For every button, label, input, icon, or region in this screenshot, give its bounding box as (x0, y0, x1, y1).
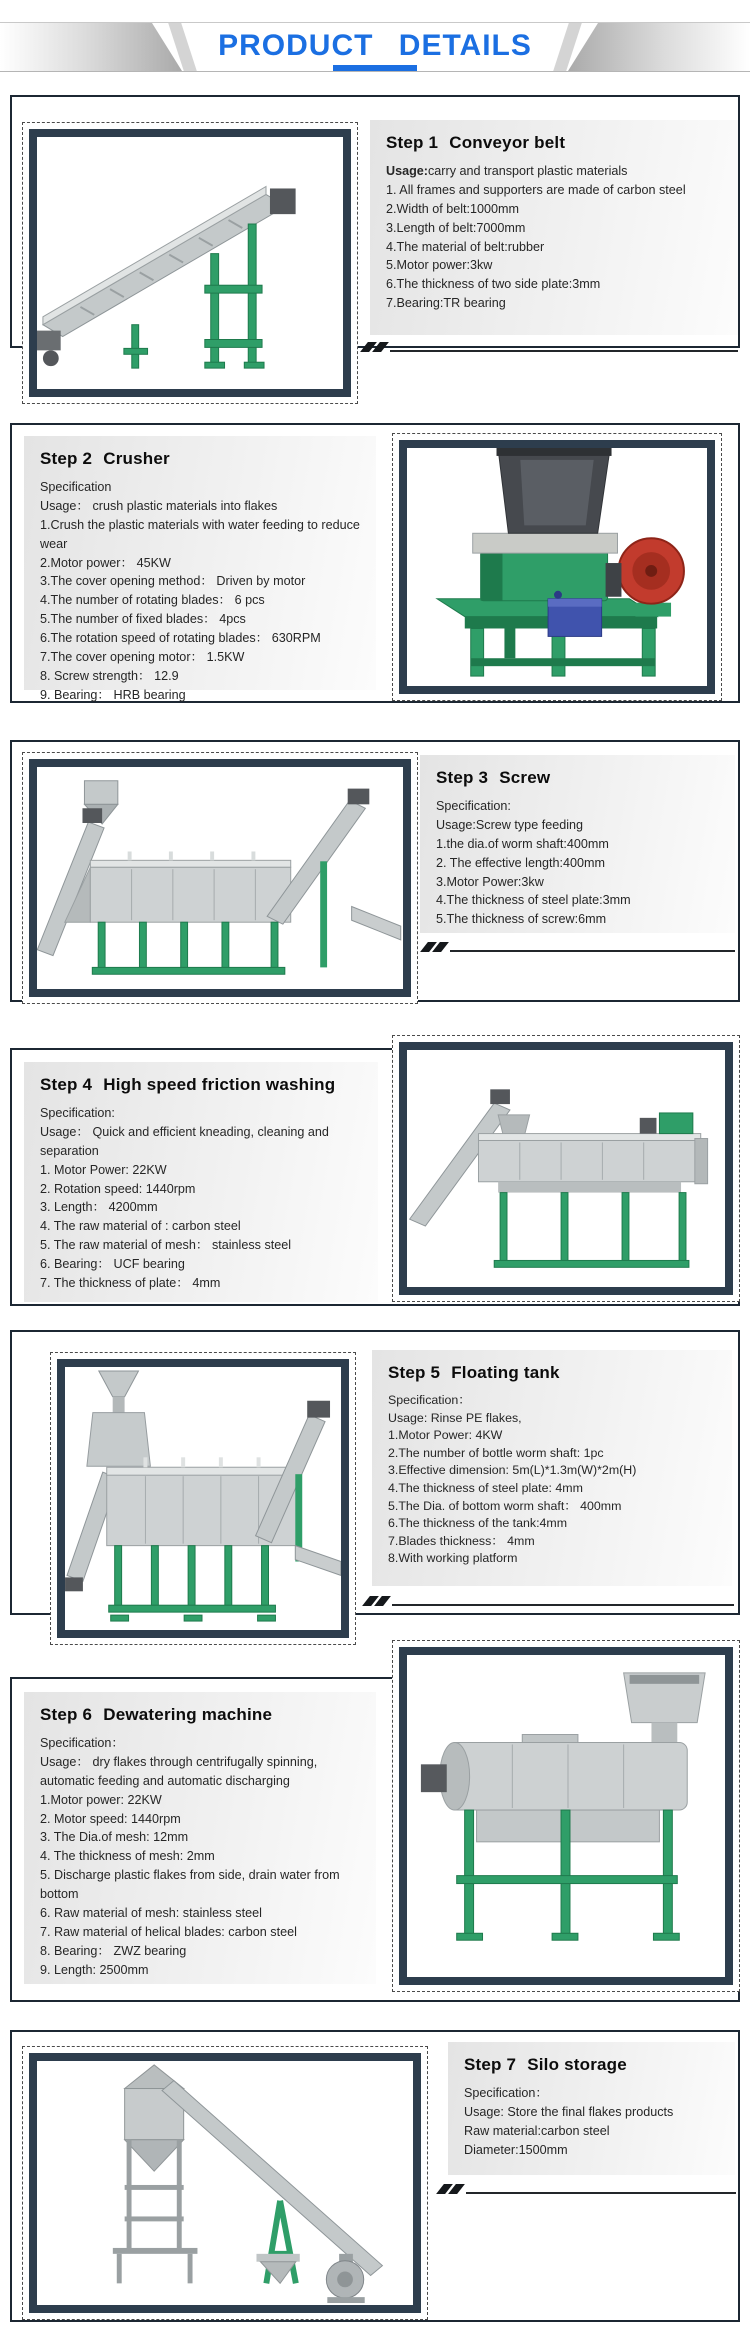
spec-line: 5.The number of fixed blades： 4pcs (40, 612, 246, 627)
step-2-name: Crusher (103, 449, 170, 468)
spec-line: 2.Motor power： 45KW (40, 555, 171, 570)
step-1-usage (386, 162, 722, 181)
spec-line: Usage： Quick and efficient kneading, cleaning and separation (40, 1124, 329, 1158)
spec-line: 2.The number of bottle worm shaft: 1pc (388, 1445, 604, 1460)
spec-line: 1. Motor Power: 22KW (40, 1162, 167, 1177)
spec-line: 8. Screw strength： 12.9 (40, 668, 179, 683)
spec-line: 3.Effective dimension: 5m(L)*1.3m(W)*2m(H) (388, 1463, 637, 1478)
slash-divider (366, 1594, 734, 1606)
spec-line: 1.the dia.of worm shaft:400mm (436, 836, 609, 851)
step-2-photo-frame (392, 433, 722, 701)
spec-line: 2.Width of belt:1000mm (386, 201, 519, 216)
spec-line: Specification: (40, 1106, 115, 1120)
step-5-photo (57, 1359, 349, 1638)
spec-line: 3.Length of belt:7000mm (386, 220, 526, 235)
step-4-title (40, 1075, 362, 1095)
step-7-photo-frame (22, 2046, 428, 2320)
step-4-spec-list (40, 1104, 362, 1293)
spec-line: 7. The thickness of plate： 4mm (40, 1276, 221, 1291)
spec-line: Usage: Rinse PE flakes, (388, 1410, 522, 1425)
screw-feeder-image (37, 767, 403, 989)
spec-line: 6. Bearing： UCF bearing (40, 1257, 185, 1272)
step-7-text-panel (448, 2042, 735, 2175)
spec-line: 1.Motor power: 22KW (40, 1792, 162, 1807)
spec-line: Specification： (464, 2086, 548, 2100)
step-2-title (40, 449, 360, 469)
spec-line: 2. Rotation speed: 1440rpm (40, 1181, 196, 1196)
dewatering-machine-image (407, 1655, 725, 1977)
step-3-photo-frame (22, 752, 418, 1004)
step-7-name: Silo storage (527, 2055, 627, 2074)
step-5-spec-list (388, 1392, 716, 1568)
step-7-title (464, 2055, 719, 2075)
step-5-title (388, 1363, 716, 1383)
header-band (0, 22, 750, 72)
spec-line: Usage: Store the final flakes products (464, 2104, 674, 2119)
step-6-spec-list (40, 1734, 360, 1980)
slash-divider (424, 940, 735, 952)
step-2-spec-list (40, 478, 360, 705)
step-4-name: High speed friction washing (103, 1075, 336, 1094)
spec-line: 1.Crush the plastic materials with water feeding to reduce wear (40, 517, 360, 551)
slash-divider (440, 2182, 736, 2194)
spec-line: Specification： (388, 1393, 471, 1407)
usage-label: Usage: (386, 164, 428, 178)
spec-line: Diameter:1500mm (464, 2142, 568, 2157)
step-7-photo (29, 2053, 421, 2313)
step-2-number: Step 2 (40, 449, 93, 468)
step-6-title (40, 1705, 360, 1725)
step-1-spec-list (386, 181, 722, 313)
step-5-text-panel (372, 1350, 732, 1586)
page-title: PRODUCT DETAILS (218, 29, 532, 62)
step-1-photo-frame (22, 122, 358, 404)
spec-line: 6.The thickness of the tank:4mm (388, 1516, 568, 1531)
step-5-number: Step 5 (388, 1363, 441, 1382)
spec-line: Usage： dry flakes through centrifugally spinning, automatic feeding and automatic discharging (40, 1754, 318, 1788)
spec-line: 6.The thickness of two side plate:3mm (386, 277, 601, 292)
spec-line: Usage： crush plastic materials into flakes (40, 498, 278, 513)
spec-line: 7. Raw material of helical blades: carbon steel (40, 1924, 297, 1939)
step-1-title (386, 133, 722, 153)
friction-washer-image (407, 1050, 725, 1287)
conveyor-belt-image (37, 137, 343, 389)
step-4-photo-frame (392, 1035, 740, 1302)
step-4-text-panel (24, 1062, 378, 1302)
step-4-number: Step 4 (40, 1075, 93, 1094)
step-2-photo (399, 440, 715, 694)
crusher-image (407, 448, 707, 686)
spec-line: 4. The thickness of mesh: 2mm (40, 1849, 215, 1864)
step-1-text-panel (370, 120, 738, 335)
step-6-number: Step 6 (40, 1705, 93, 1724)
step-5-photo-frame (50, 1352, 356, 1645)
spec-line: 1. All frames and supporters are made of carbon steel (386, 182, 686, 197)
spec-line: 4.The material of belt:rubber (386, 239, 545, 254)
spec-line: Specification： (40, 1736, 124, 1750)
step-3-title (436, 768, 719, 788)
step-1-name: Conveyor belt (449, 133, 566, 152)
spec-line: 4.The thickness of steel plate: 4mm (388, 1481, 583, 1496)
spec-line: 7.Bearing:TR bearing (386, 296, 506, 311)
step-2-text-panel (24, 436, 376, 702)
spec-line: Specification: (436, 799, 511, 813)
spec-line: 7.The cover opening motor： 1.5KW (40, 650, 245, 665)
floating-tank-image (65, 1367, 341, 1630)
step-4-photo (399, 1042, 733, 1295)
spec-line: 4.The number of rotating blades： 6 pcs (40, 593, 265, 608)
spec-line: 3.Motor Power:3kw (436, 874, 544, 889)
usage-text: carry and transport plastic materials (428, 164, 628, 178)
step-3-name: Screw (499, 768, 551, 787)
spec-line: Raw material:carbon steel (464, 2123, 610, 2138)
step-6-text-panel (24, 1692, 376, 1984)
spec-line: 2. Motor speed: 1440rpm (40, 1811, 181, 1826)
spec-line: Specification (40, 480, 112, 494)
spec-line: 7.Blades thickness： 4mm (388, 1533, 535, 1548)
step-3-text-panel (420, 755, 735, 933)
silo-storage-image (37, 2061, 413, 2305)
spec-line: 3.The cover opening method： Driven by motor (40, 574, 306, 589)
spec-line: Usage:Screw type feeding (436, 817, 584, 832)
step-1-number: Step 1 (386, 133, 439, 152)
slash-divider (364, 340, 738, 352)
step-6-photo-frame (392, 1640, 740, 1992)
spec-line: 5.The thickness of screw:6mm (436, 912, 607, 927)
spec-line: 3. Length： 4200mm (40, 1200, 158, 1215)
title-underline (333, 65, 417, 71)
spec-line: 9. Length: 2500mm (40, 1962, 149, 1977)
step-3-number: Step 3 (436, 768, 489, 787)
step-7-spec-list (464, 2084, 719, 2160)
spec-line: 4. The raw material of : carbon steel (40, 1219, 241, 1234)
spec-line: 5. Discharge plastic flakes from side, drain water from bottom (40, 1868, 340, 1902)
spec-line: 8. Bearing： ZWZ bearing (40, 1943, 187, 1958)
spec-line: 3. The Dia.of mesh: 12mm (40, 1830, 189, 1845)
step-3-photo (29, 759, 411, 997)
spec-line: 1.Motor Power: 4KW (388, 1428, 503, 1443)
spec-line: 5. The raw material of mesh： stainless steel (40, 1238, 292, 1253)
step-6-name: Dewatering machine (103, 1705, 273, 1724)
spec-line: 6. Raw material of mesh: stainless steel (40, 1906, 262, 1921)
spec-line: 9. Bearing： HRB bearing (40, 687, 186, 702)
step-1-photo (29, 129, 351, 397)
step-6-photo (399, 1647, 733, 1985)
spec-line: 4.The thickness of steel plate:3mm (436, 893, 631, 908)
spec-line: 5.Motor power:3kw (386, 258, 493, 273)
step-7-number: Step 7 (464, 2055, 517, 2074)
step-5-name: Floating tank (451, 1363, 560, 1382)
spec-line: 8.With working platform (388, 1551, 518, 1566)
spec-line: 5.The Dia. of bottom worm shaft： 400mm (388, 1498, 622, 1513)
spec-line: 6.The rotation speed of rotating blades： 630RPM (40, 631, 321, 646)
step-3-spec-list (436, 797, 719, 929)
spec-line: 2. The effective length:400mm (436, 855, 605, 870)
